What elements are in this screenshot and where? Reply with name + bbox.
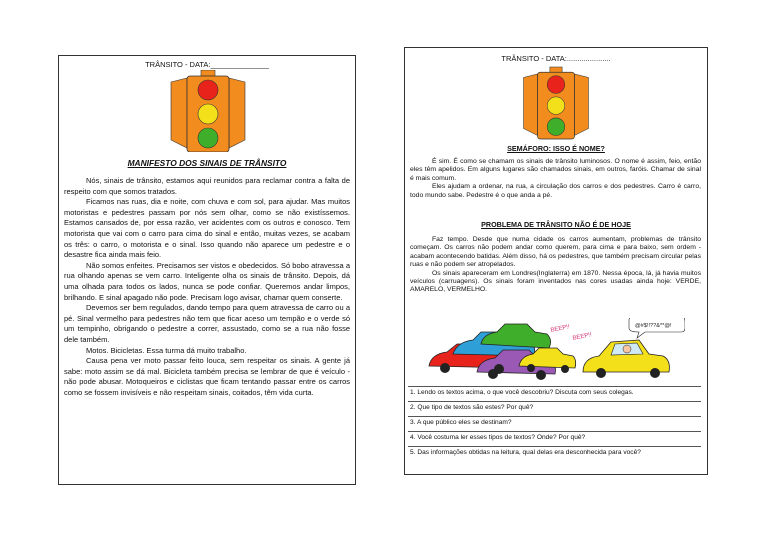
- paragraph: Devemos ser bem regulados, dando tempo para quem atravessa de carro ou a pé. Sinal vermelho para pedestres não tem que ficar aceso um tempão e o verde só um tempinho, obrigando o pedestre a correr, assustado, como se a rua não fosse dele também.: [64, 303, 350, 344]
- right-worksheet: [404, 47, 708, 475]
- left-worksheet: [58, 55, 356, 485]
- question-line: 1. Lendo os textos acima, o que você descobriu? Discuta com seus colegas.: [408, 386, 701, 401]
- paragraph: Motos. Bicicletas. Essa turma dá muito trabalho.: [86, 345, 247, 355]
- beep-label: BEEP!!: [572, 332, 593, 342]
- right-title-2: PROBLEMA DE TRÂNSITO NÃO É DE HOJE: [481, 220, 631, 229]
- paragraph: Causa pena ver moto passar feito louca, sem respeitar os sinais. A gente já sabe: moto assim se dá mal. Bicicleta também precisa se lembrar de que é veículo - não pode abusar. Motoqueiros e ciclistas que ficam tentando passar entre os carros como se fossem invisíveis e não respeitam sinais, coitados, têm vida curta.: [64, 356, 350, 397]
- question-line: 3. A que público eles se destinam?: [408, 416, 701, 431]
- left-title: MANIFESTO DOS SINAIS DE TRÂNSITO: [127, 158, 287, 168]
- paragraph: Eles ajudam a ordenar, na rua, a circulação dos carros e dos pedestres. Carro é carro, todo mundo sabe. Pedestre é o que anda a pé.: [410, 183, 701, 199]
- beep-label: BEEP!!: [550, 324, 571, 334]
- traffic-light-icon: [167, 70, 249, 152]
- paragraph: Não somos enfeites. Precisamos ser vistos e obedecidos. Só bobo atravessa a rua olhando apenas se vem carro. Inteligente olha os sinais de trânsito. Depois, dá uma olhada para todos os lados, nunca se pode confiar. Queremos andar limpos, brilhando. E sinal apagado não pode. Precisam logo avisar, chamar quem conserte.: [64, 260, 350, 302]
- right-body-1: [410, 158, 701, 200]
- question-line: 2. Que tipo de textos são estes? Por quê?: [408, 401, 701, 416]
- right-header: TRÂNSITO - DATA:.....................: [501, 54, 611, 63]
- paragraph: Faz tempo. Desde que numa cidade os carros aumentam, problemas de trânsito começam. Os carros não podem andar como querem, para cima e para baixo, sem ordem - acabam acontecendo batidas. Além disso, há os pedestres, que também precisam circular pelas ruas e não podem ser atropelados.: [410, 236, 701, 269]
- paragraph: Ficamos nas ruas, dia e noite, com chuva e com sol, para ajudar. Mas muitos motoristas e pedestres passam por nós sem olhar, como se não existíssemos. Estamos cansados de, por essa razão, ver acidentes com os outros e conosco. Tem motorista que vai com o carro para cima do sinal e então, muitas vezes, se acabam os três: o carro, o motorista e o sinal. Isso quando não aparece um pedestre e o desastre fica ainda mais feio.: [64, 197, 350, 260]
- paragraph: Os sinais apareceram em Londres(Inglaterra) em 1870. Nessa época, lá, já havia muitos veículos (carruagens). Os sinais foram inventados nas cores usadas ainda hoje: VERDE, AMARELO, VERMELHO.: [410, 269, 701, 294]
- traffic-jam-cartoon: [423, 318, 685, 380]
- paragraph: É sim. É como se chamam os sinais de trânsito luminosos. O nome é assim, feio, então eles têm apelidos. Em alguns lugares são chamados sinais, em outros, faróis. Chamar de sinal é mais comum.: [410, 158, 701, 182]
- traffic-light-icon: [520, 66, 592, 140]
- right-body-2: [410, 236, 701, 295]
- question-line: 4. Você costuma ler esses tipos de textos? Onde? Por quê?: [408, 431, 701, 446]
- right-title-1: SEMÁFORO: ISSO É NOME?: [507, 144, 605, 153]
- left-body: [64, 176, 350, 398]
- left-header: TRÂNSITO - DATA:______________: [145, 60, 269, 69]
- question-list: [408, 386, 701, 461]
- paragraph: Nós, sinais de trânsito, estamos aqui reunidos para reclamar contra a falta de respeito com que somos tratados.: [64, 176, 350, 196]
- yellow-car-icon: [583, 340, 669, 378]
- question-line: 5. Das informações obtidas na leitura, qual delas era desconhecida para você?: [408, 446, 701, 461]
- speech-text: @#$!!??&**@!: [635, 323, 672, 329]
